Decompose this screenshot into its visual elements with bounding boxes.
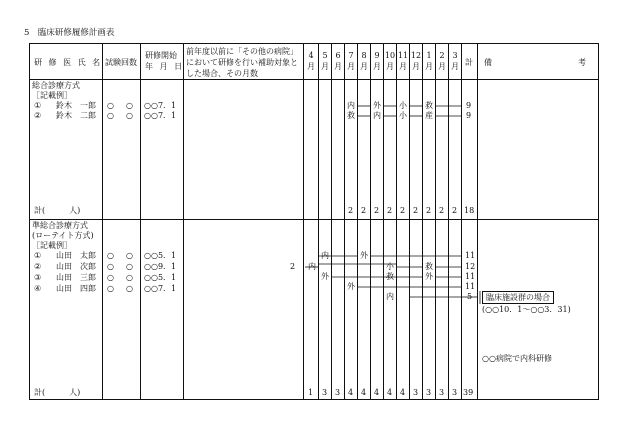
s2-r3-m11: 救 xyxy=(386,272,394,281)
s2-r2-m11: 小 xyxy=(386,262,394,271)
s1-r2-m2: 産 xyxy=(425,111,433,120)
s1-r1-m11: 小 xyxy=(399,101,407,110)
s2-row2-exam2: ○ xyxy=(126,262,133,271)
s2-r4-m7: 外 xyxy=(347,282,355,291)
s2-row3-exam1: ○ xyxy=(107,273,114,282)
s1-row1-no: ① xyxy=(34,101,42,110)
s1-row1-name: 鈴木 一郎 xyxy=(56,101,96,110)
section1-example: ［記載例］ xyxy=(32,91,72,100)
s2-row2-exam1: ○ xyxy=(107,262,114,271)
remark-range: (○○10．1〜○○3．31) xyxy=(482,305,571,314)
s2-footer-month-5: 4 xyxy=(373,388,380,397)
month-header-8: 12 月 xyxy=(410,51,422,71)
s1-footer-month-5: 2 xyxy=(412,206,419,215)
section2-heading2: (ローテイト方式) xyxy=(32,231,94,240)
month-header-3: 7 月 xyxy=(347,51,355,71)
s2-row4-start: ○○7．1 xyxy=(144,284,177,293)
s2-row2-no: ② xyxy=(34,262,42,271)
s2-row3-start: ○○5．1 xyxy=(144,273,177,282)
s2-footer-month-2: 3 xyxy=(334,388,341,397)
s2-footer-total: 39 xyxy=(463,388,474,397)
s1-r1-m9: 外 xyxy=(373,101,381,110)
s2-footer-month-11: 3 xyxy=(451,388,458,397)
s2-r3-m5: 外 xyxy=(321,272,329,281)
s2-footer-month-1: 3 xyxy=(321,388,328,397)
section2-example: ［記載例］ xyxy=(32,241,72,250)
header-remarks-b: 考 xyxy=(578,58,586,67)
s1-footer-month-0: 2 xyxy=(347,206,354,215)
s2-row1-exam2: ○ xyxy=(126,251,133,260)
s1-row2-name: 鈴木 二郎 xyxy=(56,111,96,120)
s1-r1-m2: 救 xyxy=(425,101,433,110)
header-name: 研 修 医 氏 名 xyxy=(34,58,103,67)
s2-row1-start: ○○5．1 xyxy=(144,251,177,260)
s1-row2-total: 9 xyxy=(466,111,472,120)
month-header-1: 5 月 xyxy=(321,51,329,71)
s2-row3-no: ③ xyxy=(34,273,42,282)
header-exam: 試験回数 xyxy=(105,58,137,67)
s1-r2-m9: 内 xyxy=(373,111,381,120)
s1-r2-m11: 小 xyxy=(399,111,407,120)
s2-footer-month-4: 4 xyxy=(360,388,367,397)
s2-row2-start: ○○9．1 xyxy=(144,262,177,271)
s2-row1-exam1: ○ xyxy=(107,251,114,260)
section1-heading: 総合診療方式 xyxy=(32,81,80,90)
s1-footer-month-1: 2 xyxy=(360,206,367,215)
s2-row3-exam2: ○ xyxy=(126,273,133,282)
s2-row2-total: 12 xyxy=(465,262,476,271)
s1-row2-exam1: ○ xyxy=(107,111,114,120)
s2-footer-month-3: 4 xyxy=(347,388,354,397)
s1-r2-m7: 救 xyxy=(347,111,355,120)
s2-r2-m4: 内 xyxy=(308,262,316,271)
s1-footer-month-7: 2 xyxy=(438,206,445,215)
month-header-5: 9 月 xyxy=(373,51,381,71)
month-header-7: 11 月 xyxy=(397,51,409,71)
s1-row2-exam2: ○ xyxy=(126,111,133,120)
s2-row4-exam1: ○ xyxy=(107,284,114,293)
s1-row2-start: ○○7．1 xyxy=(144,111,177,120)
s1-row1-total: 9 xyxy=(466,101,472,110)
s2-row2-name: 山田 次郎 xyxy=(56,262,96,271)
s1-r1-m7: 内 xyxy=(347,101,355,110)
s1-row1-exam2: ○ xyxy=(126,101,133,110)
page-title: 5 臨床研修履修計画表 xyxy=(24,28,115,38)
section2-heading: 準総合診療方式 xyxy=(32,221,88,230)
month-header-0: 4 月 xyxy=(307,51,315,71)
s2-r1-m8: 外 xyxy=(360,251,368,260)
s1-row1-exam1: ○ xyxy=(107,101,114,110)
header-start-2: 年 月 日 xyxy=(145,62,185,71)
month-header-10: 2 月 xyxy=(438,51,446,71)
month-header-2: 6 月 xyxy=(334,51,342,71)
s2-row5-total: 5 xyxy=(467,292,473,301)
month-header-6: 10 月 xyxy=(384,51,396,71)
s2-row3-total: 11 xyxy=(465,272,476,281)
s1-row2-no: ② xyxy=(34,111,42,120)
s2-footer-month-8: 3 xyxy=(412,388,419,397)
header-prior-2: において研修を行い補助対象と xyxy=(186,58,298,67)
s2-footer-month-0: 1 xyxy=(307,388,314,397)
s1-footer-total: 18 xyxy=(464,206,475,215)
s2-r5-m11: 内 xyxy=(386,292,394,301)
s1-footer-month-4: 2 xyxy=(399,206,406,215)
s2-footer-month-6: 4 xyxy=(386,388,393,397)
header-remarks-a: 備 xyxy=(484,58,492,67)
header-prior-3: した場合、その月数 xyxy=(186,69,258,78)
header-total: 計 xyxy=(465,58,473,67)
header-prior-1: 前年度以前に「その他の病院」 xyxy=(186,47,298,56)
remark-box: 臨床施設群の場合 xyxy=(482,291,554,304)
s2-row1-name: 山田 太郎 xyxy=(56,251,96,260)
s2-r3-m2: 外 xyxy=(425,272,433,281)
s2-footer-month-10: 3 xyxy=(438,388,445,397)
s2-row1-no: ① xyxy=(34,251,42,260)
s1-footer-month-8: 2 xyxy=(451,206,458,215)
s2-footer-label: 計( 人) xyxy=(34,388,81,397)
s2-row4-total: 11 xyxy=(465,282,476,291)
month-header-11: 3 月 xyxy=(451,51,459,71)
s2-row4-no: ④ xyxy=(34,284,42,293)
s2-row4-exam2: ○ xyxy=(126,284,133,293)
s2-r1-m5: 内 xyxy=(321,251,329,260)
s2-row4-name: 山田 四郎 xyxy=(56,284,96,293)
s1-row1-start: ○○7．1 xyxy=(144,101,177,110)
header-start-1: 研修開始 xyxy=(145,51,177,60)
s2-footer-month-9: 3 xyxy=(425,388,432,397)
s2-row1-total: 11 xyxy=(465,251,476,260)
remark-note: ○○病院で内科研修 xyxy=(482,354,552,363)
s2-row3-name: 山田 三郎 xyxy=(56,273,96,282)
month-header-4: 8 月 xyxy=(360,51,368,71)
s2-footer-month-7: 4 xyxy=(399,388,406,397)
s1-footer-month-2: 2 xyxy=(373,206,380,215)
s1-footer-label: 計( 人) xyxy=(34,206,81,215)
s1-footer-month-6: 2 xyxy=(425,206,432,215)
s1-footer-month-3: 2 xyxy=(386,206,393,215)
s2-r2-m2: 救 xyxy=(425,262,433,271)
month-header-9: 1 月 xyxy=(425,51,433,71)
s2-prior-value: 2 xyxy=(290,262,296,271)
